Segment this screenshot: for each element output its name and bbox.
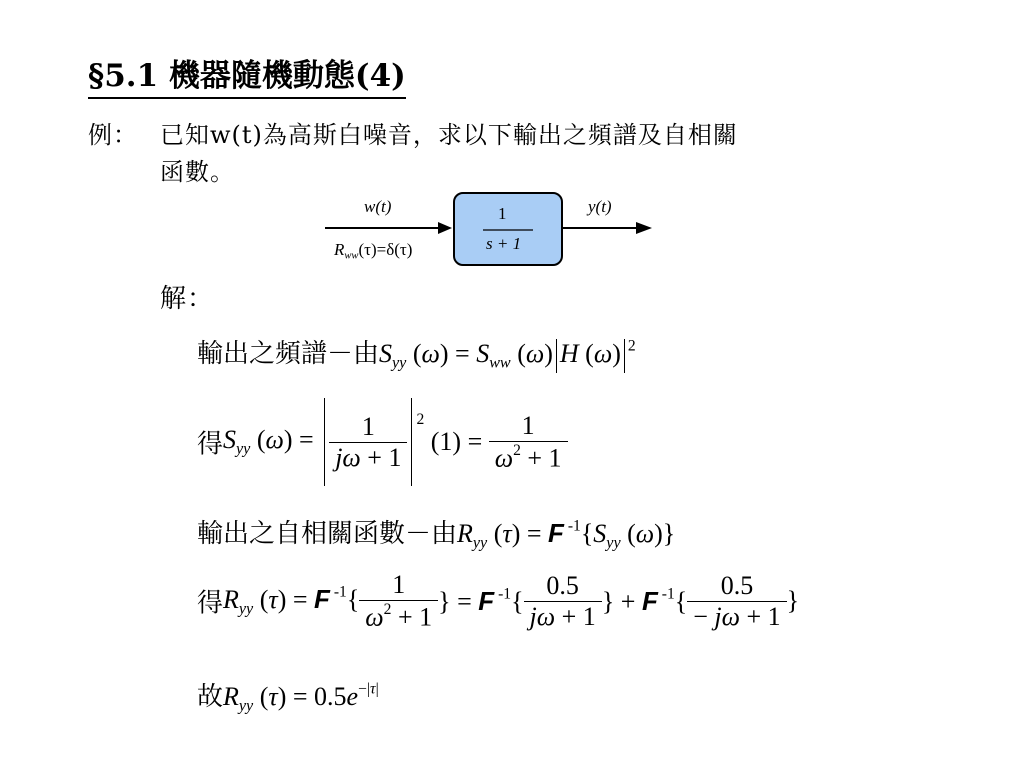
- output-arrow-head: [636, 222, 652, 234]
- output-label: y(t): [588, 197, 612, 216]
- example-text-line1: 已知w(t)為高斯白噪音，求以下輸出之頻譜及自相關: [160, 121, 738, 149]
- tf-numerator: 1: [498, 204, 507, 223]
- step1-text: 輸出之頻譜－由: [197, 339, 380, 369]
- equation-step4: 得$R_{yy}$ (τ) = F $^{-1}${ $\frac{1}{\omega^2 + 1}$ } = F $^{-1}${ $\frac{0.5}{j\omega + 1}$ } + F $^{-1}${ $\frac{0.5}{- j\omega + 1}$ }: [197, 570, 800, 632]
- input-autocorrelation-label: $R_{ww}(\tau)=\delta(\tau)$: [334, 240, 413, 262]
- equation-step2: 得$S_{yy}$ (ω) = $\frac{1}{j\omega + 1}$ $^2$ (1) = $\frac{1}{\omega^2 + 1}$: [197, 398, 568, 486]
- equation-step3: 輸出之自相關函數－由$R_{yy}$ (τ) = F $^{-1}\{S_{yy}$ (ω)}: [197, 517, 676, 552]
- input-arrow-head: [438, 222, 452, 234]
- input-label: w(t): [364, 197, 392, 216]
- equation-step1: 輸出之頻譜－由$S_{yy}$ $(\omega) = S_{ww}$ (ω) H (ω) $^2$: [197, 337, 636, 372]
- example-label: 例：: [88, 121, 138, 149]
- example-text-line2: 函數。: [160, 158, 235, 186]
- equation-step5: 故$R_{yy}$ $(\tau) = 0.5e^{-|\tau|}$: [197, 680, 379, 715]
- step4-text: 得: [197, 588, 224, 619]
- page-title: §5.1 機器隨機動態(4): [88, 50, 406, 99]
- step5-text: 故: [197, 682, 224, 712]
- solution-label: 解：: [160, 284, 215, 314]
- step2-text: 得: [197, 429, 224, 460]
- tf-denominator: s + 1: [486, 234, 522, 253]
- step3-text: 輸出之自相關函數－由: [197, 519, 458, 549]
- transfer-function-block: [454, 193, 562, 265]
